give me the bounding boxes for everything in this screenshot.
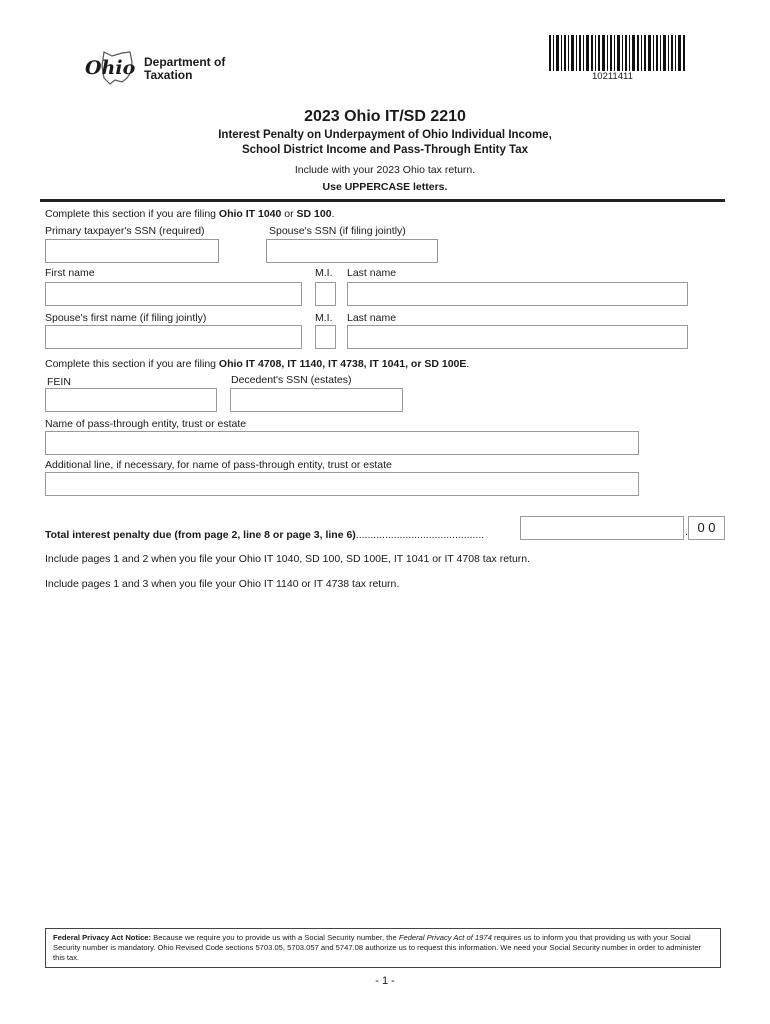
spouse-ssn-input[interactable] [266, 239, 438, 263]
last-name-input[interactable] [347, 282, 688, 306]
spouse-mi-label: M.I. [315, 312, 333, 324]
decedent-ssn-input[interactable] [230, 388, 403, 412]
total-penalty-dollars-input[interactable] [520, 516, 684, 540]
form-subtitle-line2: School District Income and Pass-Through Entity Tax [241, 144, 529, 156]
middle-initial-input[interactable] [315, 282, 336, 306]
header-divider [40, 199, 725, 202]
decimal-point: . [685, 526, 689, 538]
section1-intro: Complete this section if you are filing Ohio IT 1040 or SD 100. [45, 208, 335, 220]
fein-label: FEIN [47, 376, 71, 388]
department-name-line1: Department of [144, 55, 226, 69]
spouse-ssn-label: Spouse's SSN (if filing jointly) [269, 225, 406, 237]
first-name-input[interactable] [45, 282, 302, 306]
entity-name-label: Name of pass-through entity, trust or estate [45, 418, 247, 430]
entity-name-input[interactable] [45, 431, 639, 455]
include-note: Include with your 2023 Ohio tax return. [294, 164, 476, 176]
ohio-script-logo: Ohio [85, 57, 136, 79]
page-number: - 1 - [375, 975, 395, 987]
fein-input[interactable] [45, 388, 217, 412]
additional-line-label: Additional line, if necessary, for name of pass-through entity, trust or estate [45, 459, 392, 471]
mi-label: M.I. [315, 267, 333, 279]
primary-ssn-input[interactable] [45, 239, 219, 263]
privacy-notice: Federal Privacy Act Notice: Because we require you to provide us with a Social Security number, the Federal Privacy Act of 1974 requires us to inform you that providing us with your Social Security number is mandatory. Ohio Revised Code sections 5703.05, 5703.057 and 5747.08 authorize us to request this information. We need your Social Security number in order to administer this tax. [45, 928, 721, 968]
total-penalty-label: Total interest penalty due (from page 2, line 8 or page 3, line 6)............................................ [45, 529, 485, 541]
department-name-line2: Taxation [144, 68, 193, 82]
spouse-first-name-label: Spouse's first name (if filing jointly) [45, 312, 207, 324]
section2-intro: Complete this section if you are filing Ohio IT 4708, IT 1140, IT 4738, IT 1041, or SD 100E. [45, 358, 470, 370]
ohio-logo [82, 48, 142, 88]
form-title: 2023 Ohio IT/SD 2210 [304, 108, 466, 125]
form-subtitle-line1: Interest Penalty on Underpayment of Ohio Individual Income, [218, 129, 552, 141]
last-name-label: Last name [347, 267, 397, 279]
uppercase-note: Use UPPERCASE letters. [322, 181, 448, 193]
total-penalty-cents: 0 0 [688, 516, 725, 540]
first-name-label: First name [45, 267, 95, 279]
spouse-first-name-input[interactable] [45, 325, 302, 349]
decedent-ssn-label: Decedent's SSN (estates) [231, 374, 352, 386]
additional-entity-name-input[interactable] [45, 472, 639, 496]
barcode [549, 35, 685, 71]
spouse-last-name-input[interactable] [347, 325, 688, 349]
barcode-number: 10211411 [592, 71, 633, 82]
instruction-line2: Include pages 1 and 3 when you file your Ohio IT 1140 or IT 4738 tax return. [45, 578, 400, 590]
spouse-last-name-label: Last name [347, 312, 397, 324]
primary-ssn-label: Primary taxpayer's SSN (required) [45, 225, 205, 237]
spouse-middle-initial-input[interactable] [315, 325, 336, 349]
instruction-line1: Include pages 1 and 2 when you file your Ohio IT 1040, SD 100, SD 100E, IT 1041 or IT 4708 tax return. [45, 553, 531, 565]
